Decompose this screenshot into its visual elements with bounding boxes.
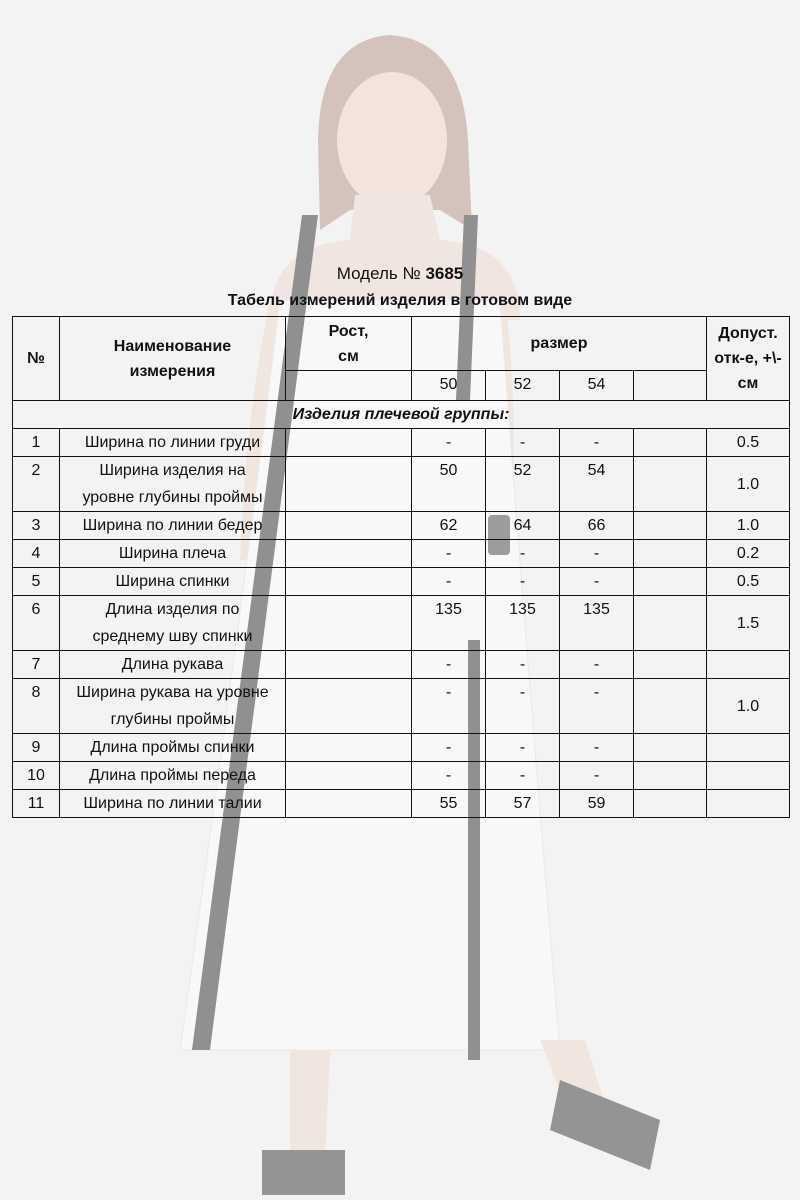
row-number: 3 xyxy=(13,512,60,540)
model-number: 3685 xyxy=(425,264,464,283)
row-height xyxy=(286,679,412,734)
size-header: 54 xyxy=(560,371,634,401)
row-tolerance: 1.0 xyxy=(707,512,790,540)
size-header xyxy=(634,371,707,401)
row-height xyxy=(286,457,412,512)
col-size-header: размер xyxy=(412,317,707,371)
row-value: 54 xyxy=(560,457,634,512)
col-name-header xyxy=(60,317,286,401)
row-value: - xyxy=(412,762,486,790)
row-value: 52 xyxy=(486,457,560,512)
row-value xyxy=(634,429,707,457)
row-number: 8 xyxy=(13,679,60,734)
row-name xyxy=(60,596,286,651)
row-value xyxy=(634,679,707,734)
table-row xyxy=(13,762,790,790)
row-height xyxy=(286,596,412,651)
col-tolerance-header xyxy=(707,317,790,401)
row-value xyxy=(634,790,707,818)
table-row xyxy=(13,596,790,651)
row-value: - xyxy=(486,429,560,457)
row-name xyxy=(60,457,286,512)
row-height xyxy=(286,429,412,457)
row-tolerance xyxy=(707,762,790,790)
row-value: - xyxy=(560,429,634,457)
row-tolerance xyxy=(707,651,790,679)
row-value: 59 xyxy=(560,790,634,818)
col-name-header-text: Наименование измерения xyxy=(113,337,232,380)
row-value: 135 xyxy=(486,596,560,651)
row-value: 50 xyxy=(412,457,486,512)
table-row xyxy=(13,679,790,734)
row-value: 64 xyxy=(486,512,560,540)
row-height xyxy=(286,568,412,596)
row-value: - xyxy=(412,568,486,596)
model-label: Модель № xyxy=(336,264,421,283)
row-value: 135 xyxy=(560,596,634,651)
row-value: - xyxy=(560,568,634,596)
row-value xyxy=(634,596,707,651)
size-header: 52 xyxy=(486,371,560,401)
table-row xyxy=(13,568,790,596)
row-value: - xyxy=(412,429,486,457)
row-number: 9 xyxy=(13,734,60,762)
row-value: 66 xyxy=(560,512,634,540)
col-tolerance-header-text: Допуст. отк-е, +\-см xyxy=(714,325,782,392)
group-label: Изделия плечевой группы: xyxy=(13,401,790,429)
row-value: - xyxy=(560,762,634,790)
row-number: 1 xyxy=(13,429,60,457)
row-height xyxy=(286,512,412,540)
table-title: Табель измерений изделия в готовом виде xyxy=(227,292,573,309)
row-name-text: Ширина рукава на уровне глубины проймы xyxy=(76,684,269,728)
row-value xyxy=(634,512,707,540)
row-tolerance: 0.2 xyxy=(707,540,790,568)
size-header: 50 xyxy=(412,371,486,401)
row-value: - xyxy=(412,540,486,568)
row-value: - xyxy=(412,651,486,679)
row-number: 2 xyxy=(13,457,60,512)
row-name: Длина рукава xyxy=(60,651,286,679)
row-name: Ширина по линии бедер xyxy=(60,512,286,540)
row-value xyxy=(634,762,707,790)
row-number: 7 xyxy=(13,651,60,679)
row-name-text: Длина изделия по среднему шву спинки xyxy=(92,601,253,645)
row-value: - xyxy=(412,734,486,762)
row-value: - xyxy=(486,651,560,679)
row-value: - xyxy=(486,568,560,596)
row-name: Ширина спинки xyxy=(60,568,286,596)
row-value: - xyxy=(412,679,486,734)
col-height-header xyxy=(286,317,412,371)
row-height xyxy=(286,540,412,568)
height-value-cell xyxy=(286,371,412,401)
row-value: - xyxy=(560,679,634,734)
row-name: Ширина по линии груди xyxy=(60,429,286,457)
row-value xyxy=(634,457,707,512)
row-height xyxy=(286,762,412,790)
table-row xyxy=(13,457,790,512)
row-value: - xyxy=(560,651,634,679)
row-tolerance: 0.5 xyxy=(707,429,790,457)
row-name: Длина проймы переда xyxy=(60,762,286,790)
row-value: - xyxy=(560,734,634,762)
group-row xyxy=(13,401,790,429)
row-tolerance xyxy=(707,734,790,762)
row-number: 10 xyxy=(13,762,60,790)
model-number-title xyxy=(0,264,800,284)
row-tolerance: 0.5 xyxy=(707,568,790,596)
row-value: 62 xyxy=(412,512,486,540)
table-row xyxy=(13,734,790,762)
row-value xyxy=(634,734,707,762)
row-value: 57 xyxy=(486,790,560,818)
row-number: 11 xyxy=(13,790,60,818)
col-num-header: № xyxy=(13,317,60,401)
row-value xyxy=(634,568,707,596)
table-row xyxy=(13,540,790,568)
row-value: - xyxy=(486,734,560,762)
row-height xyxy=(286,734,412,762)
row-value xyxy=(634,540,707,568)
row-height xyxy=(286,790,412,818)
row-value: 135 xyxy=(412,596,486,651)
row-number: 6 xyxy=(13,596,60,651)
row-number: 5 xyxy=(13,568,60,596)
table-row xyxy=(13,512,790,540)
row-number: 4 xyxy=(13,540,60,568)
header-row-1 xyxy=(13,317,790,371)
row-value: - xyxy=(486,540,560,568)
table-row xyxy=(13,790,790,818)
row-tolerance: 1.0 xyxy=(707,457,790,512)
row-tolerance: 1.0 xyxy=(707,679,790,734)
row-tolerance xyxy=(707,790,790,818)
col-height-header-text: Рост, см xyxy=(328,322,369,365)
row-name: Ширина плеча xyxy=(60,540,286,568)
measurement-table xyxy=(12,316,790,818)
row-name xyxy=(60,679,286,734)
row-height xyxy=(286,651,412,679)
row-name: Длина проймы спинки xyxy=(60,734,286,762)
row-name-text: Ширина изделия на уровне глубины проймы xyxy=(82,462,263,506)
row-name: Ширина по линии талии xyxy=(60,790,286,818)
row-value xyxy=(634,651,707,679)
table-row xyxy=(13,651,790,679)
row-value: 55 xyxy=(412,790,486,818)
row-value: - xyxy=(486,679,560,734)
row-value: - xyxy=(560,540,634,568)
row-value: - xyxy=(486,762,560,790)
table-row xyxy=(13,429,790,457)
row-tolerance: 1.5 xyxy=(707,596,790,651)
